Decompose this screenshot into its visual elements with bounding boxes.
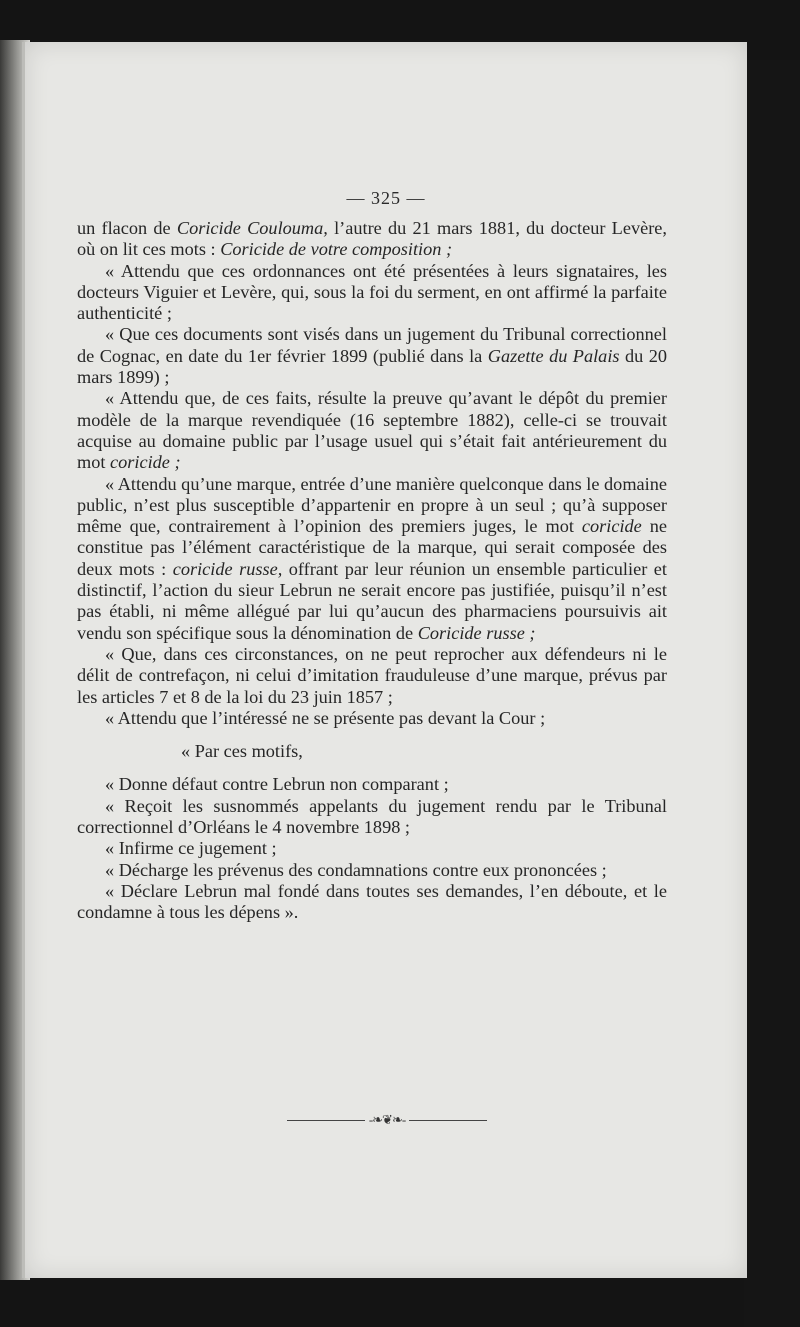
- italic-run: Coricide de votre composition ;: [220, 239, 453, 260]
- text-run: un flacon de: [77, 218, 177, 238]
- text-run: « Attendu qu’une marque, entrée d’une manière quelconque dans le domaine public, n’est plus susceptible d’appartenir en propre à un seul ; qu’à supposer même que, contrairement à l’opinion des premiers juges, le mot: [77, 473, 667, 537]
- paragraph: [77, 324, 667, 388]
- paragraph: [77, 261, 667, 325]
- text-run: offrant par leur réunion un ensemble particulier et distinctif, l’action du sieur Lebrun ne serait encore pas justifiée, puisqu’il n’est pas établi, ni même allégué par lui qu’aucun des pharmaciens poursuivis ait vendu son spécifique sous la dénomination de: [77, 558, 667, 643]
- book-page: [22, 42, 747, 1278]
- text-run: « Décharge les prévenus des condamnations contre eux prononcées ;: [105, 859, 607, 880]
- background-edge: [744, 60, 800, 1327]
- text-run: « Reçoit les susnommés appelants du jugement rendu par le Tribunal correctionnel d’Orléans le 4 novembre 1898 ;: [77, 795, 667, 838]
- italic-run: coricide russe,: [172, 558, 283, 579]
- end-ornament: [287, 1110, 487, 1130]
- text-run: « Attendu que ces ordonnances ont été présentées à leurs signataires, les docteurs Viguier et Levère, qui, sous la foi du serment, en ont affirmé la parfaite authenticité ;: [77, 260, 667, 324]
- ornament-rule-left: [287, 1120, 365, 1121]
- italic-run: coricide: [581, 516, 642, 537]
- page-number: — 325 —: [346, 188, 426, 208]
- paragraph: [77, 881, 667, 924]
- paragraph: [77, 474, 667, 644]
- ornament-flourish: -❧❦❧-: [368, 1112, 406, 1127]
- text-run: « Que, dans ces circonstances, on ne peut reprocher aux défendeurs ni le délit de contrefaçon, ni celui d’imitation frauduleuse d’une marque, prévus par les articles 7 et 8 de la loi du 23 juin 1857 ;: [77, 643, 667, 707]
- paragraph: [77, 708, 667, 729]
- text-run: « Attendu que l’intéressé ne se présente pas devant la Cour ;: [105, 707, 546, 728]
- paragraph: [77, 838, 667, 859]
- text-run: « Que ces documents sont visés dans un jugement du Tribunal correctionnel de Cognac, en date du 1er février 1899 (publié dans la: [77, 324, 667, 366]
- italic-run: Gazette du Palais: [487, 345, 620, 366]
- text-run: « Donne défaut contre Lebrun non comparant ;: [105, 774, 449, 795]
- italic-run: Coricide Coulouma,: [176, 218, 328, 238]
- paragraph: [77, 860, 667, 881]
- paragraph: [77, 774, 667, 795]
- ornament-rule-right: [409, 1120, 487, 1121]
- motifs-heading: [77, 741, 667, 762]
- body-text: [77, 218, 667, 924]
- text-run: l’autre du 21 mars 1881, du docteur Levère, où on lit ces mots :: [77, 218, 667, 260]
- text-run: « Déclare Lebrun mal fondé dans toutes ses demandes, l’en déboute, et le condamne à tous les dépens ».: [77, 880, 667, 923]
- text-run: « Par ces motifs,: [181, 741, 303, 762]
- text-run: ne constitue pas l’élément caractéristique de la marque, qui serait composée des deux mots :: [77, 516, 667, 579]
- italic-run: coricide ;: [110, 452, 181, 473]
- italic-run: Coricide russe ;: [417, 622, 536, 643]
- paragraph: [77, 388, 667, 473]
- paragraph: [77, 218, 667, 261]
- text-run: « Attendu que, de ces faits, résulte la preuve qu’avant le dépôt du premier modèle de la marque revendiquée (16 septembre 1882), celle-ci se trouvait acquise au domaine public par l’usage usuel qui s’était fait antérieurement du mot: [77, 388, 667, 473]
- paragraph: [77, 796, 667, 839]
- text-run: du 20 mars 1899) ;: [77, 345, 668, 388]
- paragraph: [77, 644, 667, 708]
- text-run: « Infirme ce jugement ;: [105, 838, 277, 859]
